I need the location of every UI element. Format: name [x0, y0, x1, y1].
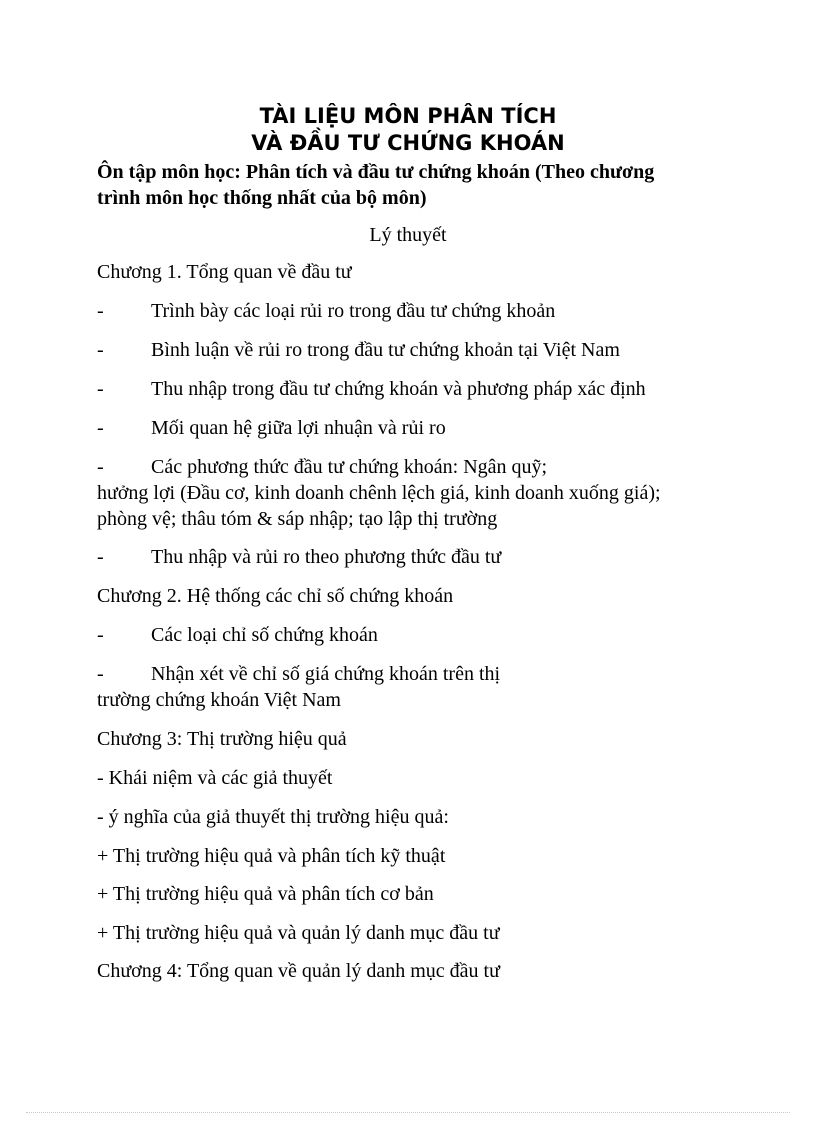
chapter1-bullet-2: Bình luận về rủi ro trong đầu tư chứng khoản tại Việt Nam — [151, 339, 620, 361]
chapter1-bullet-5-line1: Các phương thức đầu tư chứng khoán: Ngân quỹ; — [151, 456, 548, 478]
intro-line2: trình môn học thống nhất của bộ môn) — [97, 187, 427, 209]
chapter2-bullet-2-line2: trường chứng khoán Việt Nam — [97, 689, 341, 711]
chapter3-item-5: + Thị trường hiệu quả và quản lý danh mục đầu tư — [97, 922, 500, 944]
chapter2-bullet-2-line1: Nhận xét về chỉ số giá chứng khoán trên thị — [151, 663, 501, 685]
document-title-line1: TÀI LIỆU MÔN PHÂN TÍCH — [259, 104, 557, 128]
bullet-dash: - — [97, 456, 104, 478]
chapter2-bullet-1: Các loại chỉ số chứng khoán — [151, 624, 378, 646]
chapter1-bullet-1: Trình bày các loại rủi ro trong đầu tư chứng khoản — [151, 300, 556, 322]
section-heading: Lý thuyết — [369, 224, 447, 246]
chapter1-bullet-5-line2: hưởng lợi (Đầu cơ, kinh doanh chênh lệch giá, kinh doanh xuống giá); — [97, 482, 661, 504]
chapter3-item-1: - Khái niệm và các giả thuyết — [97, 767, 333, 789]
chapter1-title: Chương 1. Tổng quan về đầu tư — [97, 261, 352, 283]
chapter3-item-2: - ý nghĩa của giả thuyết thị trường hiệu quả: — [97, 806, 449, 828]
intro-line1: Ôn tập môn học: Phân tích và đầu tư chứng khoán (Theo chương — [97, 161, 655, 183]
bullet-dash: - — [97, 663, 104, 685]
bullet-dash: - — [97, 339, 104, 361]
chapter2-title: Chương 2. Hệ thống các chỉ số chứng khoán — [97, 585, 454, 607]
bullet-dash: - — [97, 417, 104, 439]
chapter3-title: Chương 3: Thị trường hiệu quả — [97, 728, 347, 750]
chapter4-title: Chương 4: Tổng quan về quản lý danh mục đầu tư — [97, 960, 500, 982]
bullet-dash: - — [97, 378, 104, 400]
page-bottom-divider — [26, 1112, 790, 1113]
chapter1-bullet-5-line3: phòng vệ; thâu tóm & sáp nhập; tạo lập thị trường — [97, 508, 498, 530]
chapter1-bullet-6: Thu nhập và rủi ro theo phương thức đầu tư — [151, 546, 502, 568]
bullet-dash: - — [97, 546, 104, 568]
document-title-line2: VÀ ĐẦU TƯ CHỨNG KHOÁN — [251, 131, 565, 155]
chapter3-item-4: + Thị trường hiệu quả và phân tích cơ bản — [97, 883, 434, 905]
bullet-dash: - — [97, 300, 104, 322]
bullet-dash: - — [97, 624, 104, 646]
chapter1-bullet-3: Thu nhập trong đầu tư chứng khoán và phương pháp xác định — [151, 378, 646, 400]
chapter1-bullet-4: Mối quan hệ giữa lợi nhuận và rủi ro — [151, 417, 446, 439]
chapter3-item-3: + Thị trường hiệu quả và phân tích kỹ thuật — [97, 845, 446, 867]
